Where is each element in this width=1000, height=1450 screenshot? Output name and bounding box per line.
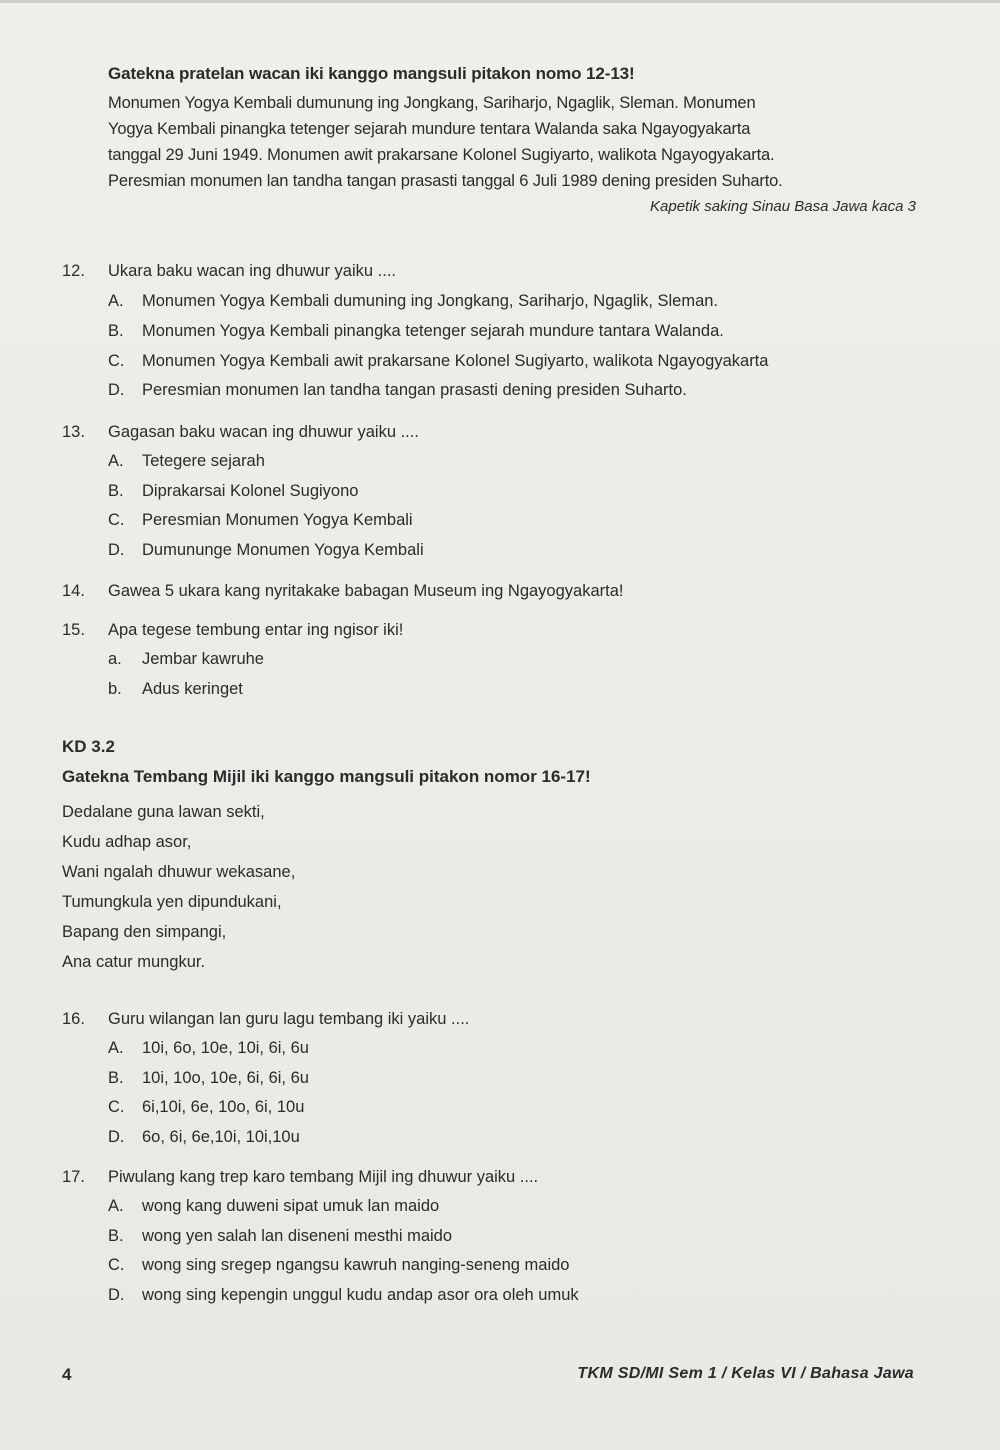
option-text: Monumen Yogya Kembali awit prakarsane Kolonel Sugiyarto, walikota Ngayogyakarta [142, 352, 769, 370]
option-letter: C. [108, 352, 125, 370]
option-letter: C. [108, 511, 125, 529]
option-d [108, 1128, 300, 1147]
question-stem: Apa tegese tembung entar ing ngisor iki! [108, 621, 404, 639]
option-text: wong sing kepengin unggul kudu andap asor ora oleh umuk [142, 1286, 579, 1304]
option-letter: a. [108, 650, 122, 668]
option-d [108, 1286, 579, 1305]
passage-line: Monumen Yogya Kembali dumunung ing Jongkang, Sariharjo, Ngaglik, Sleman. Monumen [108, 94, 756, 112]
option-text: Adus keringet [142, 680, 243, 698]
option-c [108, 352, 768, 371]
poem-line: Ana catur mungkur. [62, 953, 206, 971]
poem-instruction: Gatekna Tembang Mijil iki kanggo mangsuli pitakon nomor 16-17! [62, 767, 591, 786]
passage-line: Peresmian monumen lan tandha tangan prasasti tanggal 6 Juli 1989 dening presiden Suharto. [108, 172, 783, 190]
option-a [108, 1039, 309, 1058]
option-b [108, 680, 243, 699]
question-number: 17. [62, 1168, 85, 1186]
passage-line: tanggal 29 Juni 1949. Monumen awit prakarsane Kolonel Sugiyarto, walikota Ngayogyakarta. [108, 146, 775, 164]
page-number: 4 [62, 1365, 72, 1384]
option-a [108, 292, 718, 311]
option-letter: A. [108, 292, 124, 310]
option-d [108, 381, 687, 400]
option-text: wong sing sregep ngangsu kawruh nanging-seneng maido [142, 1256, 570, 1274]
option-letter: C. [108, 1256, 125, 1274]
footer-text: TKM SD/MI Sem 1 / Kelas VI / Bahasa Jawa [577, 1365, 914, 1382]
option-text: 6o, 6i, 6e,10i, 10i,10u [142, 1128, 300, 1146]
reading-passage [108, 64, 916, 215]
top-edge-line [0, 0, 1000, 3]
option-c [108, 1098, 304, 1117]
option-text: 6i,10i, 6e, 10o, 6i, 10u [142, 1098, 305, 1116]
passage-title: Gatekna pratelan wacan iki kanggo mangsuli pitakon nomo 12-13! [108, 64, 635, 83]
poem-line: Tumungkula yen dipundukani, [62, 893, 282, 911]
tembang-mijil-poem [62, 797, 295, 977]
question-stem: Ukara baku wacan ing dhuwur yaiku .... [108, 262, 396, 280]
option-text: 10i, 10o, 10e, 6i, 6i, 6u [142, 1069, 309, 1087]
option-text: 10i, 6o, 10e, 10i, 6i, 6u [142, 1039, 309, 1057]
option-letter: D. [108, 381, 125, 399]
option-a [108, 1197, 439, 1216]
option-text: Monumen Yogya Kembali pinangka tetenger sejarah mundure tantara Walanda. [142, 322, 724, 340]
poem-line: Dedalane guna lawan sekti, [62, 803, 265, 821]
question-stem: Guru wilangan lan guru lagu tembang iki yaiku .... [108, 1010, 470, 1028]
poem-line: Bapang den simpangi, [62, 923, 227, 941]
option-text: Diprakarsai Kolonel Sugiyono [142, 482, 359, 500]
option-letter: b. [108, 680, 122, 698]
option-a [108, 452, 265, 471]
option-letter: D. [108, 1128, 125, 1146]
option-letter: A. [108, 1197, 124, 1215]
question-stem: Gawea 5 ukara kang nyritakake babagan Museum ing Ngayogyakarta! [108, 582, 624, 600]
option-text: Peresmian monumen lan tandha tangan prasasti dening presiden Suharto. [142, 381, 687, 399]
option-c [108, 1256, 569, 1275]
option-text: Jembar kawruhe [142, 650, 264, 668]
question-number: 15. [62, 621, 85, 639]
option-b [108, 322, 724, 341]
option-text: Dumununge Monumen Yogya Kembali [142, 541, 424, 559]
option-text: Monumen Yogya Kembali dumuning ing Jongkang, Sariharjo, Ngaglik, Sleman. [142, 292, 719, 310]
option-d [108, 541, 424, 560]
option-text: wong yen salah lan diseneni mesthi maido [142, 1227, 453, 1245]
passage-text [108, 90, 916, 194]
option-letter: B. [108, 1069, 124, 1087]
question-stem: Gagasan baku wacan ing dhuwur yaiku .... [108, 423, 419, 441]
option-letter: A. [108, 452, 124, 470]
option-text: Tetegere sejarah [142, 452, 265, 470]
section-heading-kd: KD 3.2 [62, 737, 115, 756]
option-b [108, 482, 358, 501]
option-letter: D. [108, 1286, 125, 1304]
option-c [108, 511, 413, 530]
question-stem: Piwulang kang trep karo tembang Mijil ing dhuwur yaiku .... [108, 1168, 539, 1186]
option-letter: C. [108, 1098, 125, 1116]
question-number: 16. [62, 1010, 85, 1028]
option-b [108, 1227, 452, 1246]
option-text: Peresmian Monumen Yogya Kembali [142, 511, 413, 529]
passage-line: Yogya Kembali pinangka tetenger sejarah mundure tentara Walanda saka Ngayogyakarta [108, 120, 751, 138]
passage-citation: Kapetik saking Sinau Basa Jawa kaca 3 [650, 198, 916, 215]
poem-line: Wani ngalah dhuwur wekasane, [62, 863, 296, 881]
option-a [108, 650, 264, 669]
option-letter: B. [108, 482, 124, 500]
question-number: 12. [62, 262, 85, 280]
option-letter: B. [108, 322, 124, 340]
option-text: wong kang duweni sipat umuk lan maido [142, 1197, 440, 1215]
option-letter: D. [108, 541, 125, 559]
option-letter: A. [108, 1039, 124, 1057]
question-number: 13. [62, 423, 85, 441]
option-letter: B. [108, 1227, 124, 1245]
option-b [108, 1069, 309, 1088]
poem-line: Kudu adhap asor, [62, 833, 192, 851]
question-number: 14. [62, 582, 85, 600]
